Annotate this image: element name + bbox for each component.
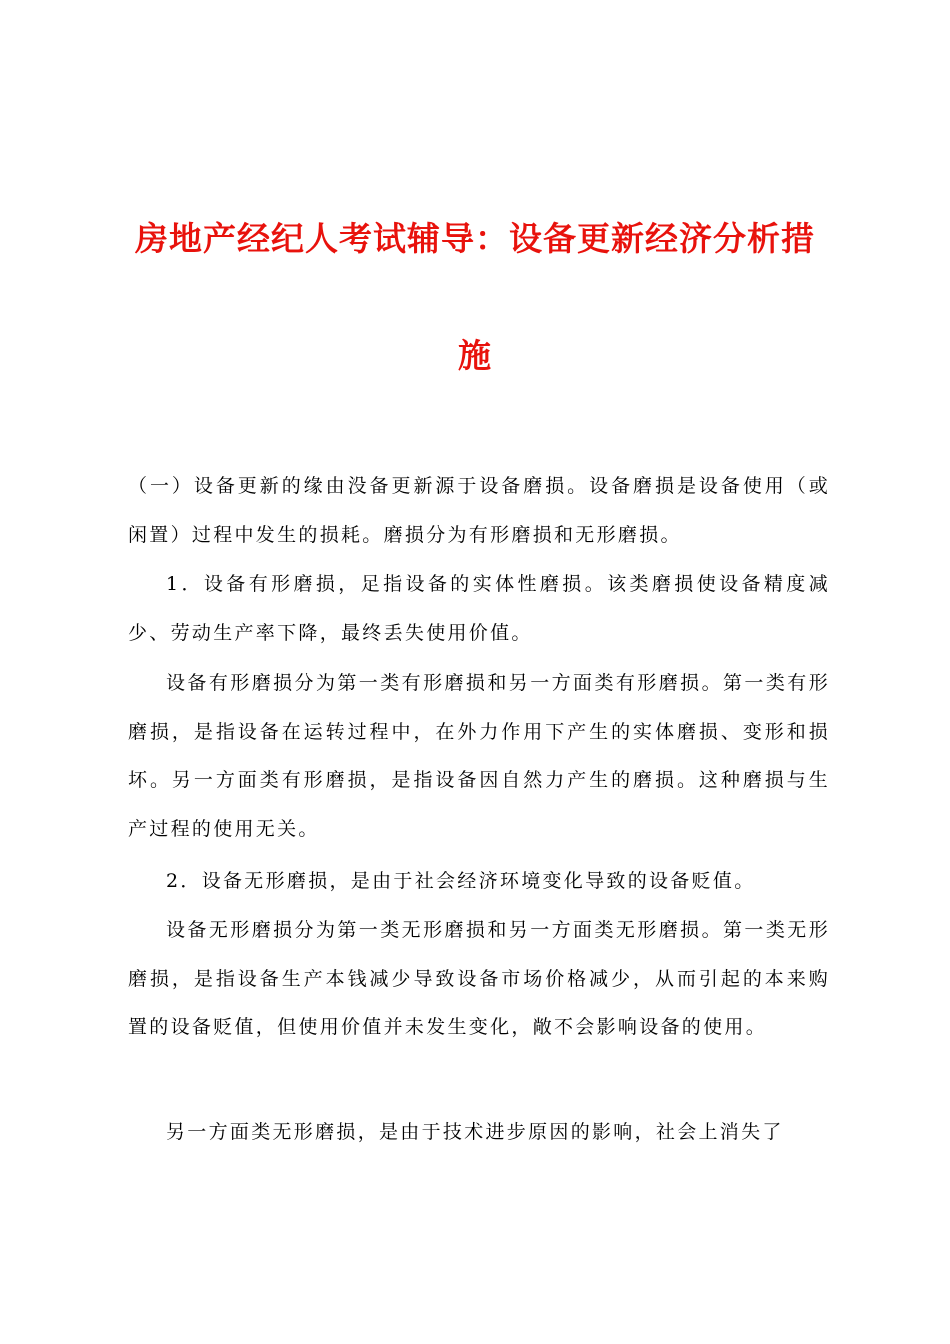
paragraph-4: 2．设备无形磨损，是由于社会经济环境变化导致的设备贬值。	[166, 870, 756, 892]
document-title-line-2: 施	[458, 336, 492, 375]
paragraph-1: （一）设备更新的缘由没备更新源于设备磨损。设备磨损是设备使用（或闲置）过程中发生的损耗。磨损分为有形磨损和无形磨损。	[128, 475, 830, 546]
document-title-line-1: 房地产经纪人考试辅导：设备更新经济分析措	[135, 219, 815, 258]
paragraph-2: 1．设备有形磨损，足指设备的实体性磨损。该类磨损使设备精度减少、劳动生产率下降，最终丢失使用价值。	[128, 573, 830, 644]
paragraph-5: 设备无形磨损分为第一类无形磨损和另一方面类无形磨损。第一类无形磨损，是指设备生产本钱减少导致设备市场价格减少，从而引起的本来购置的设备贬值，但使用价值并未发生变化，敞不会影响设备的使用。	[128, 919, 830, 1038]
paragraph-3: 设备有形磨损分为第一类有形磨损和另一方面类有形磨损。第一类有形磨损，是指设备在运转过程中，在外力作用下产生的实体磨损、变形和损坏。另一方面类有形磨损，是指设备因自然力产生的磨损。这种磨损与生产过程的使用无关。	[128, 672, 830, 840]
paragraph-6: 另一方面类无形磨损，是由于技术进步原因的影响，社会上消失了	[166, 1121, 784, 1143]
